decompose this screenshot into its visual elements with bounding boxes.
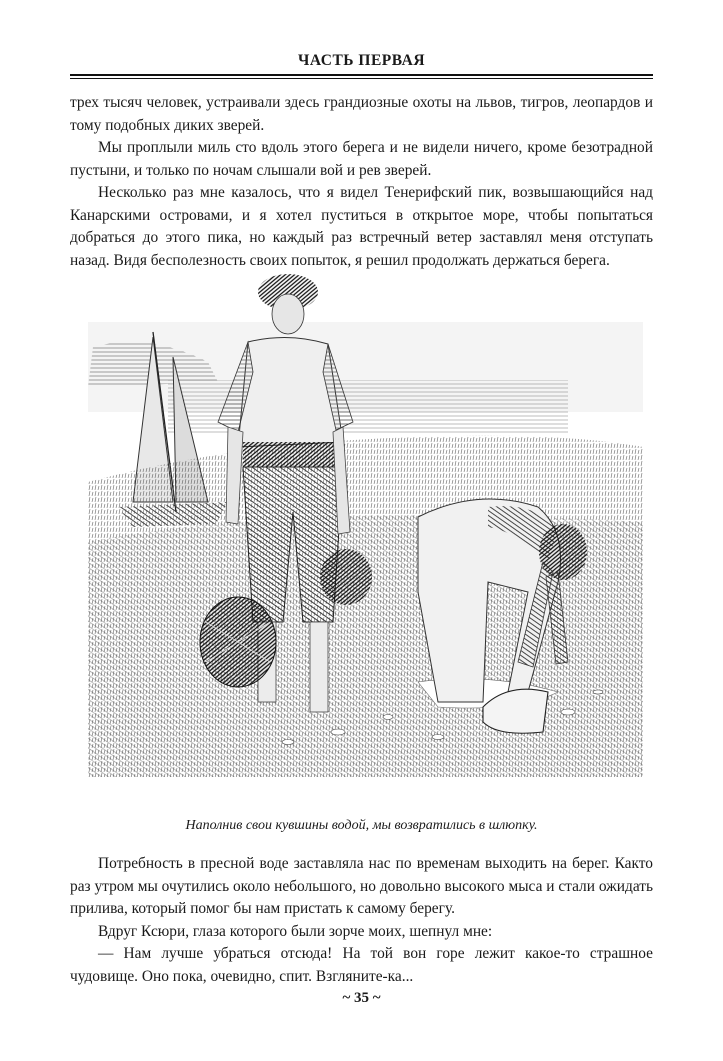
part-title: ЧАСТЬ ПЕРВАЯ <box>297 52 426 69</box>
header-rule-thin <box>70 78 653 79</box>
paragraph-continuation: трех тысяч человек, устраивали здесь грандиозные охоты на львов, тигров, леопардов и тому подобных диких зверей. <box>70 94 653 134</box>
dialogue-paragraph: — Нам лучше убраться отсюда! На той вон горе лежит какое-то страшное чудовище. Оно пока, очевидно, спит. Взгляните-ка... <box>70 945 653 985</box>
paragraph: Несколько раз мне казалось, что я видел Тенерифский пик, возвышающийся над Канарскими островами, и я хотел пуститься в открытое море, чтобы попытаться добраться до этого пика, но каждый раз встречный ветер заставлял меня отступать назад. Видя бесполезность своих попыток, я решил продолжать держаться берега. <box>70 184 653 269</box>
header-rule-thick <box>70 74 653 76</box>
running-header <box>70 52 653 70</box>
engraving-illustration <box>88 262 643 777</box>
page-number: ~ 35 ~ <box>342 990 381 1006</box>
engraving-two-men-filling-jugs-icon <box>88 262 643 777</box>
illustration-caption: Наполнив свои кувшины водой, мы возвратились в шлюпку. <box>185 818 538 833</box>
paragraph: Вдруг Ксюри, глаза которого были зорче моих, шепнул мне: <box>98 922 493 940</box>
paragraph: Потребность в пресной воде заставляла нас по временам выходить на берег. Както раз утром мы очутились около небольшого, но довольно высокого мыса и стали ожидать прилива, который помог бы нам пристать к самому берегу. <box>70 855 654 917</box>
paragraph: Мы проплыли миль сто вдоль этого берега и не видели ничего, кроме безотрадной пустыни, и только по ночам слышали вой и рев зверей. <box>70 139 653 179</box>
top-text-block <box>70 92 653 272</box>
bottom-text-block <box>70 853 653 988</box>
